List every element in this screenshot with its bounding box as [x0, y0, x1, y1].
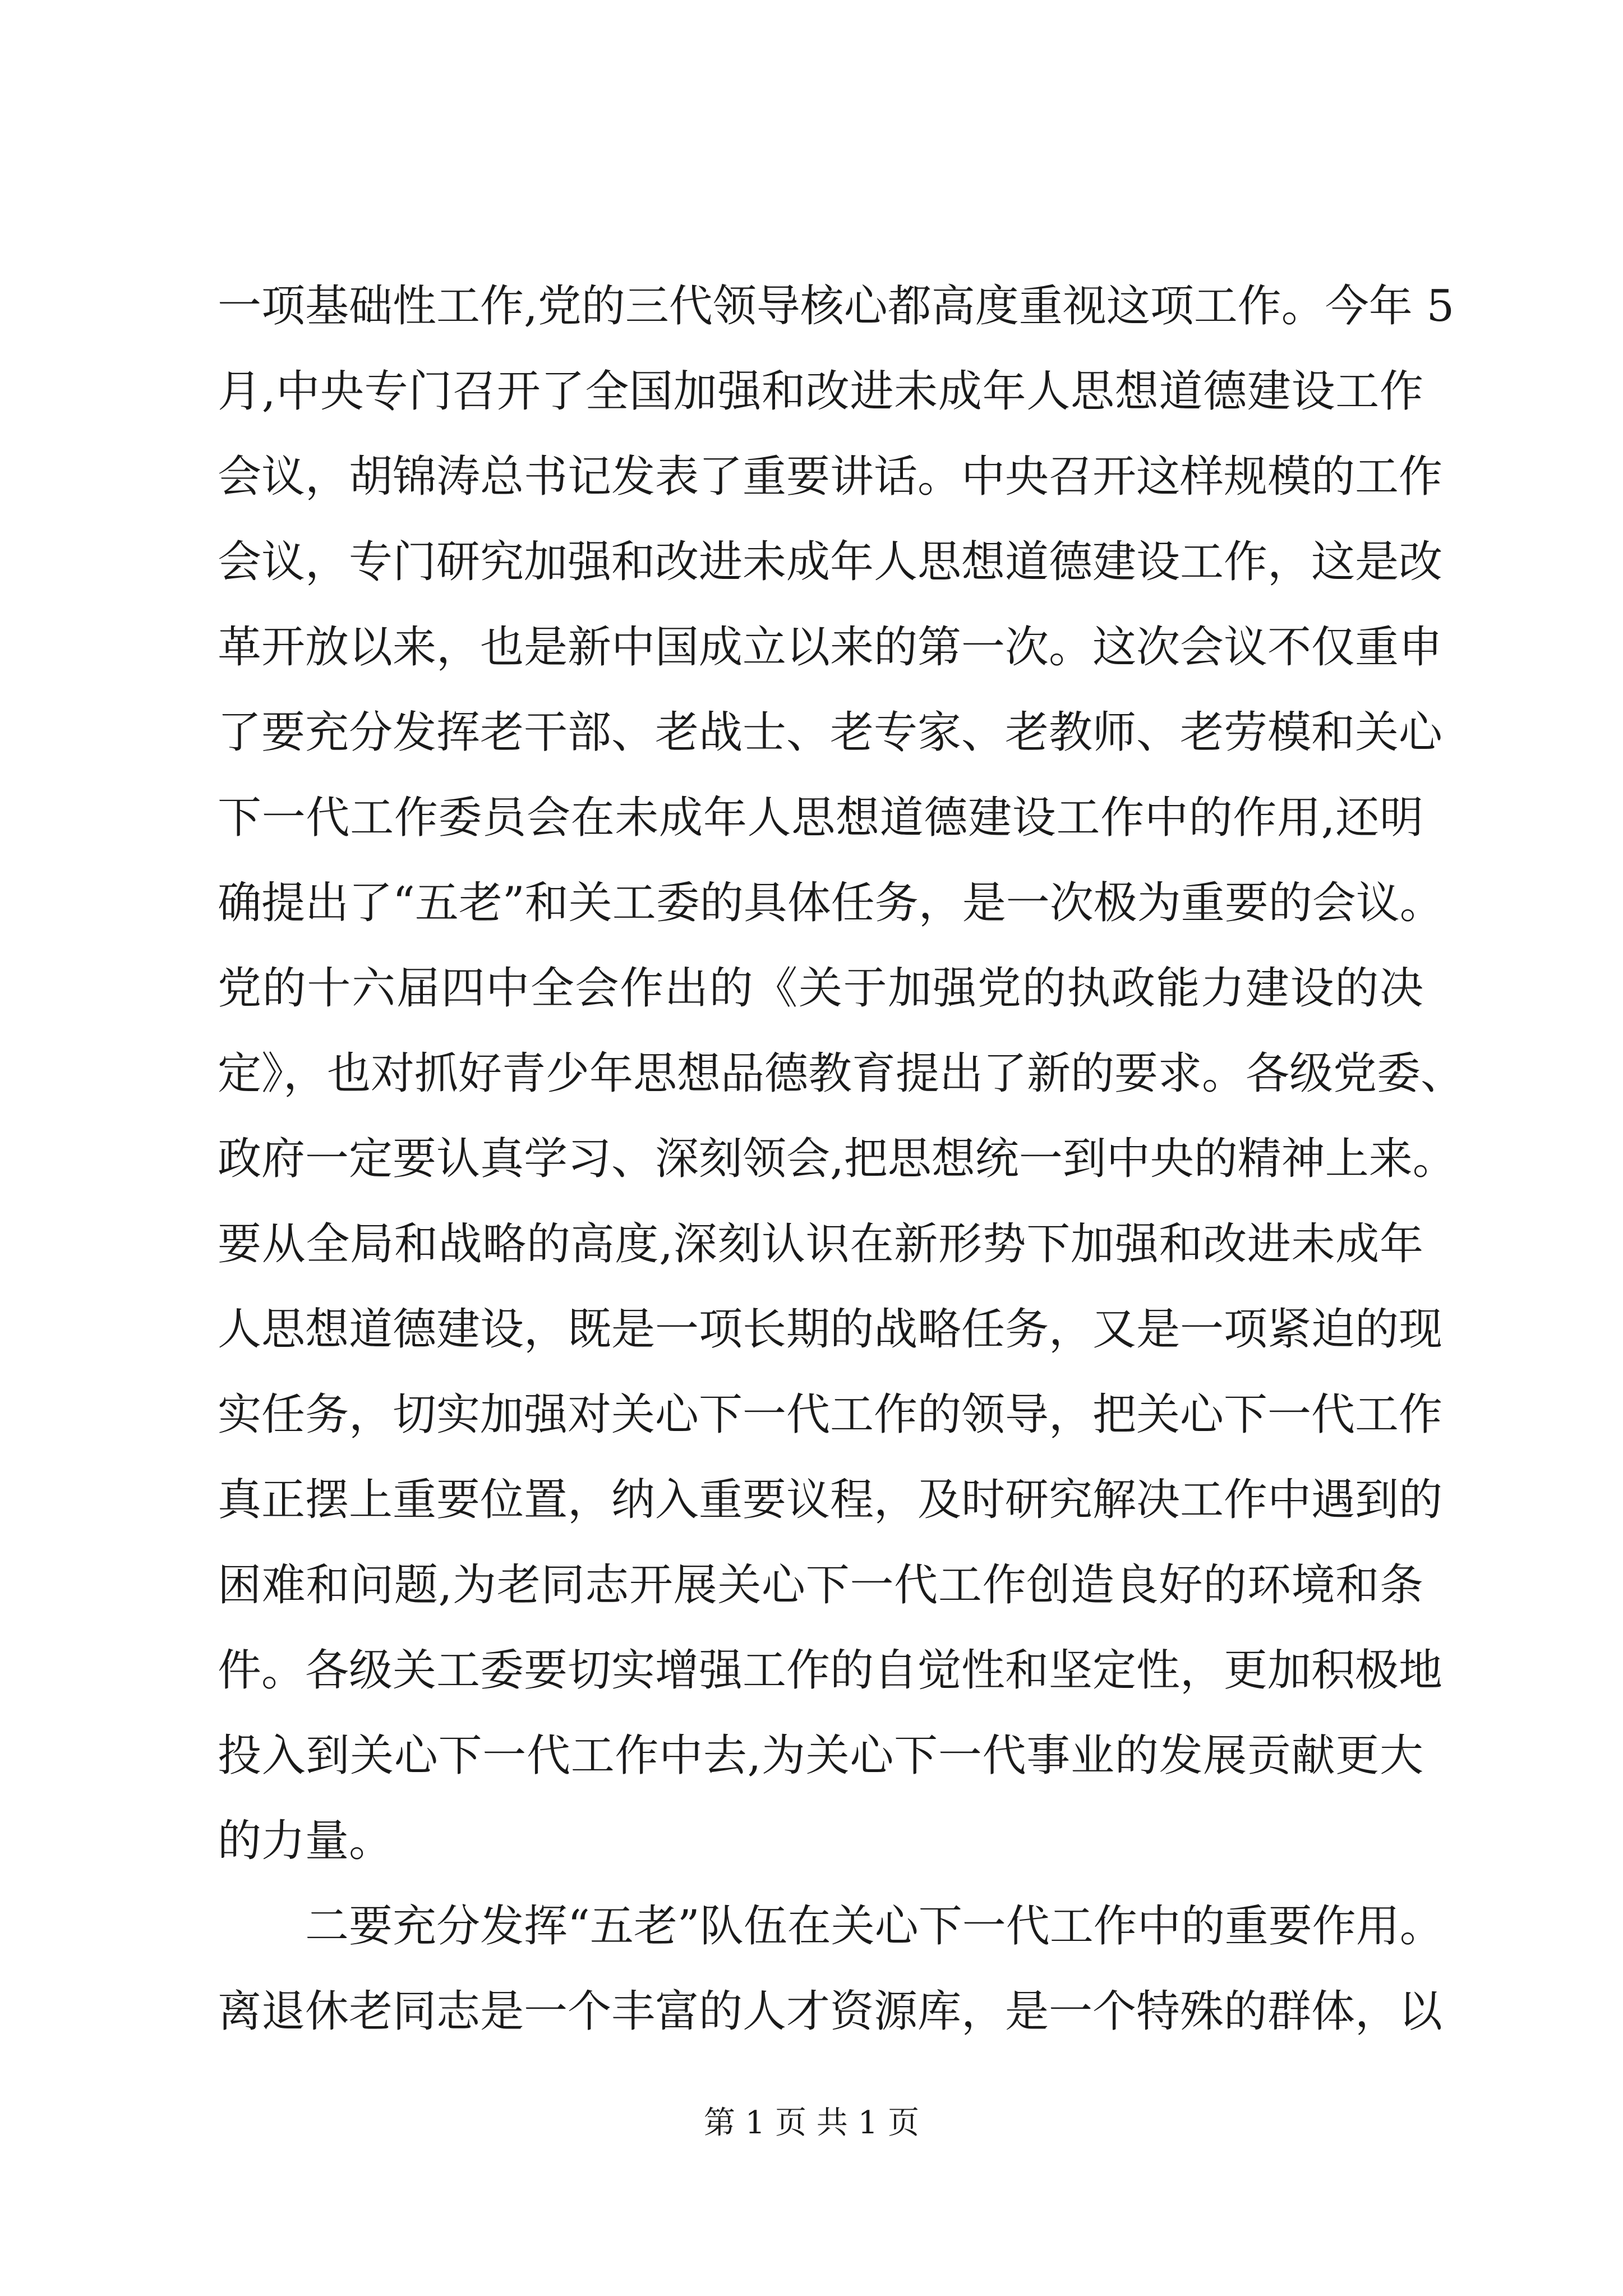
text-line: 下一代工作委员会在未成年人思想道德建设工作中的作用,还明 — [218, 793, 1423, 843]
text-line: 要从全局和战略的高度,深刻认识在新形势下加强和改进未成年 — [218, 1219, 1423, 1269]
text-line: 投入到关心下一代工作中去,为关心下一代事业的发展贡献更大 — [218, 1731, 1423, 1781]
text-line: 了要充分发挥老干部、老战士、老专家、老教师、老劳模和关心 — [218, 707, 1443, 758]
text-line: 困难和问题,为老同志开展关心下一代工作创造良好的环境和条 — [218, 1560, 1423, 1611]
page-number-footer: 第 1 页 共 1 页 — [703, 2105, 920, 2141]
text-line: 真正摆上重要位置，纳入重要议程，及时研究解决工作中遇到的 — [218, 1475, 1443, 1525]
text-line: 件。各级关工委要切实增强工作的自觉性和坚定性，更加积极地 — [218, 1645, 1443, 1696]
text-line: 实任务，切实加强对关心下一代工作的领导，把关心下一代工作 — [218, 1389, 1443, 1440]
text-line: 会议，胡锦涛总书记发表了重要讲话。中央召开这样规模的工作 — [218, 452, 1443, 502]
text-line: 革开放以来，也是新中国成立以来的第一次。这次会议不仅重申 — [218, 622, 1443, 673]
text-line: 定》，也对抓好青少年思想品德教育提出了新的要求。各级党委、 — [218, 1048, 1465, 1099]
text-line: 人思想道德建设，既是一项长期的战略任务，又是一项紧迫的现 — [218, 1304, 1443, 1355]
text-line: 离退休老同志是一个丰富的人才资源库，是一个特殊的群体，以 — [218, 1986, 1443, 2037]
text-line: 会议，专门研究加强和改进未成年人思想道德建设工作，这是改 — [218, 537, 1443, 587]
text-line: 月,中央专门召开了全国加强和改进未成年人思想道德建设工作 — [218, 366, 1423, 417]
text-line: 二要充分发挥“五老”队伍在关心下一代工作中的重要作用。 — [305, 1901, 1444, 1952]
text-line: 政府一定要认真学习、深刻领会,把思想统一到中央的精神上来。 — [218, 1134, 1456, 1184]
text-line: 党的十六届四中全会作出的《关于加强党的执政能力建设的决 — [218, 963, 1423, 1014]
text-line: 一项基础性工作,党的三代领导核心都高度重视这项工作。今年 5 — [218, 281, 1455, 332]
text-line: 确提出了“五老”和关工委的具体任务，是一次极为重要的会议。 — [218, 878, 1444, 928]
document-body — [218, 264, 1465, 2054]
text-line: 的力量。 — [218, 1816, 393, 1866]
